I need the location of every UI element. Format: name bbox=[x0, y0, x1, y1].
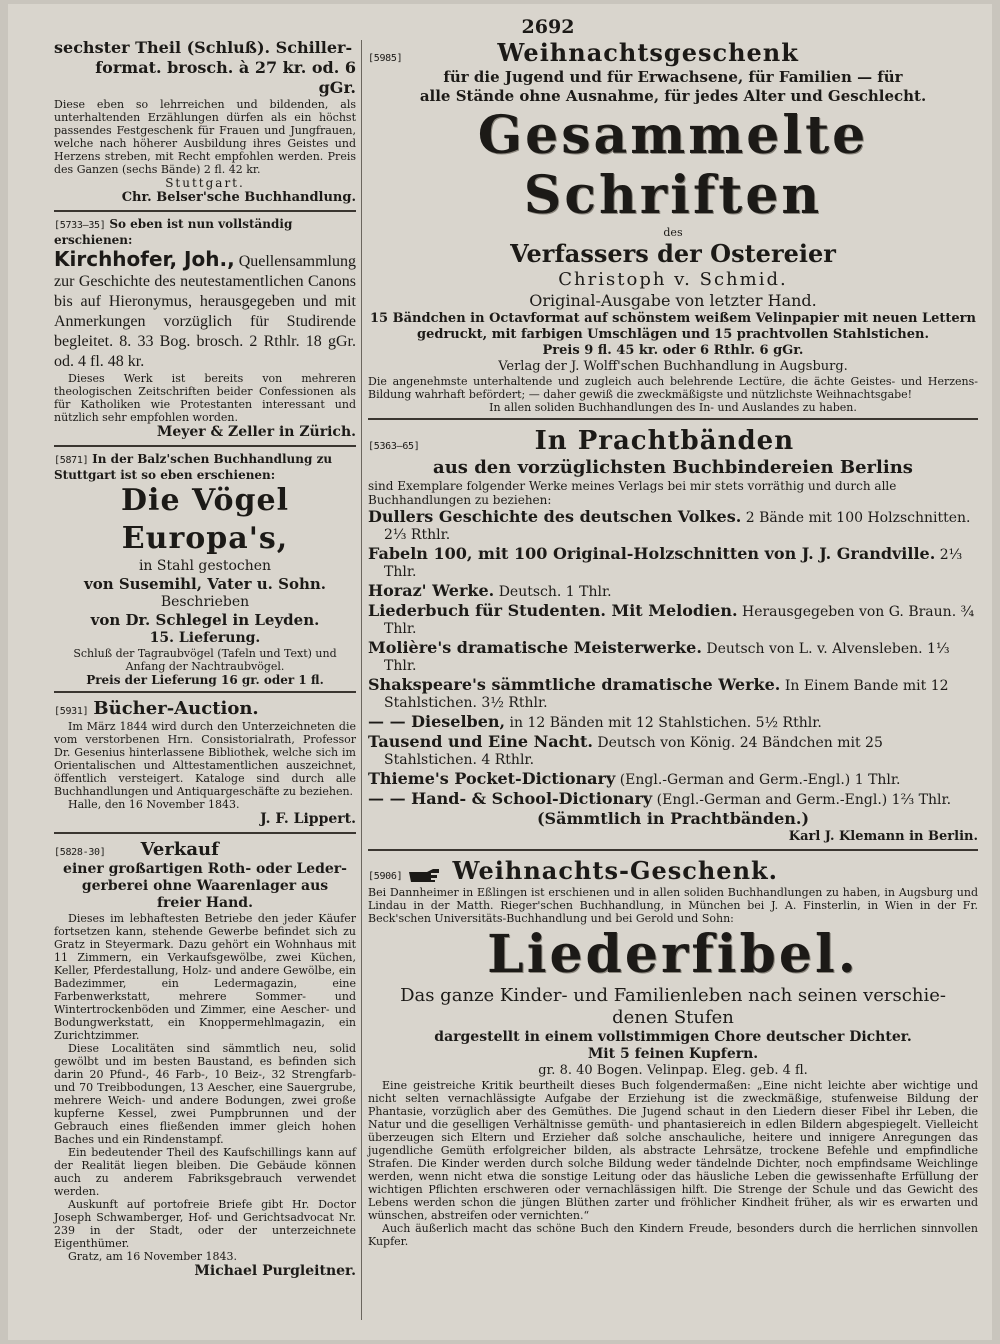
ad-kirchhofer bbox=[54, 217, 356, 441]
ad-schmid-title: Gesammelte Schriften bbox=[477, 105, 869, 226]
ad-intro: So eben ist nun vollständig erschienen: bbox=[54, 217, 293, 247]
right-column bbox=[368, 38, 978, 1252]
ad-verkauf-sub2: gerberei ohne Waarenlager aus bbox=[81, 878, 329, 894]
ad-ref: [5733—35] bbox=[54, 220, 106, 231]
ad-pracht bbox=[368, 425, 978, 845]
divider bbox=[368, 418, 978, 420]
pracht-item-detail: Deutsch von L. v. Alvensleben. 1⅓ Thlr. bbox=[384, 641, 950, 674]
pracht-list bbox=[368, 507, 978, 809]
ad-ref: [5828-30] bbox=[54, 847, 106, 858]
ad-ref: [5985] bbox=[368, 53, 403, 64]
pracht-item bbox=[368, 712, 978, 732]
pracht-item-detail: (Engl.-German and Germ.-Engl.) 1⅔ Thlr. bbox=[652, 792, 952, 808]
ad-ref: [5931] bbox=[54, 706, 89, 717]
ad-schmid-des: des bbox=[663, 226, 683, 239]
ad-verkauf-date: Gratz, am 16 November 1843. bbox=[68, 1250, 237, 1263]
ad-verkauf-p1: Dieses im lebhaftesten Betriebe den jeder Käufer fortsetzen kann, stehende Gewerbe befindet sich zu Gratz in Steyermark. Dazu gehört ein Wohnhaus mit 11 Zimmern, ein Verkaufsgewölbe, zwei Küchen, Keller, Pferdestallung, Holz- und andere Gewölbe, ein Badezimmer, ein Ledermagazin, eine Farbenwerkstatt, mehrere Sommer- und Wintertrockenböden und Zimmer, eine Aescher- und Bodungwerkstatt, ein Knoppermehlmagazin, ein Zurichtzimmer. bbox=[54, 912, 356, 1042]
ad-verkauf bbox=[54, 839, 356, 1280]
ad-voegel-l1: in Stahl gestochen bbox=[138, 558, 272, 574]
ad-fibel-sub3: dargestellt in einem vollstimmigen Chore deutscher Dichter. bbox=[434, 1029, 912, 1045]
newspaper-page bbox=[8, 4, 992, 1340]
pracht-item-title: — — Dieselben, bbox=[368, 712, 506, 731]
ad-verkauf-sign: Michael Purgleitner. bbox=[194, 1263, 356, 1279]
pracht-item-title: Dullers Geschichte des deutschen Volkes. bbox=[368, 507, 742, 526]
ad-schmid-avail: In allen soliden Buchhandlungen des In- und Auslandes zu haben. bbox=[489, 401, 857, 414]
ad-voegel-title: Die Vögel Europa's, bbox=[121, 483, 289, 556]
pracht-item bbox=[368, 544, 978, 581]
ad-fibel-body: Eine geistreiche Kritik beurtheilt dieses Buch folgendermaßen: „Eine nicht leichte aber wichtige und nicht selten vernachlässigte Aufgabe der Erziehung ist die zweckmäßige, stufenweise Bildung der Phantasie, vorzüglich aber des Gemüthes. Die Jugend schaut in den Liedern dieser Fibel ihr Leben, die Natur und die geselligen Verhältnisse gemüth- und phantasiereich in edlen Bildern abgespiegelt. Vielleicht überzeugen sich Eltern und Erzieher daß solche anschauliche, heitere und innigere Anregungen das jugendliche Gemüth erfolgreicher bilden, als abstracte Lehrsätze, trockene Befehle und empfindliche Strafen. Die Kinder werden durch solche Bildung weder tändelnde Dichter, noch empfindsame Weichlinge werden, wenn nicht etwa die sonstige Leitung oder das häusliche Leben die gewissenhafte Erfüllung der wichtigen Pflichten erschweren oder vernachlässigen hilft. Die Strenge der Schule und das Gewicht des Lebens werden schon die jüngen Blüthen zarter und fröhlicher Kindheit früher, als wir es erwarten und wünschen, abstreifen oder vernichten.“ bbox=[368, 1079, 978, 1222]
ad-verkauf-sub1: einer großartigen Roth- oder Leder- bbox=[63, 861, 347, 877]
pracht-item-detail: Deutsch von König. 24 Bändchen mit 25 Stahlstichen. 4 Rthlr. bbox=[384, 735, 883, 768]
pracht-item-title: Liederbuch für Studenten. Mit Melodien. bbox=[368, 601, 738, 620]
ad-fibel-title: Liederfibel. bbox=[487, 924, 859, 985]
pracht-item bbox=[368, 638, 978, 675]
ad-verkauf-p4: Auskunft auf portofreie Briefe gibt Hr. Doctor Joseph Schwamberger, Hof- und Gerichtsadvocat Nr. 239 in der Stadt, oder der unterzeichnete Eigenthümer. bbox=[54, 1198, 356, 1250]
pracht-item-title: Thieme's Pocket-Dictionary bbox=[368, 769, 616, 788]
ad-voegel-l6: Schluß der Tagraubvögel (Tafeln und Text) und Anfang der Nachtraubvögel. bbox=[73, 647, 337, 673]
ad-voegel-l4: von Dr. Schlegel in Leyden. bbox=[90, 611, 320, 629]
pracht-item-title: Molière's dramatische Meisterwerke. bbox=[368, 638, 702, 657]
divider bbox=[54, 210, 356, 212]
ad-kirchhofer-sign: Meyer & Zeller in Zürich. bbox=[156, 424, 356, 440]
ad-schmid-desc: 15 Bändchen in Octavformat auf schönstem weißem Velinpapier mit neuen Lettern gedruckt, mit farbigen Umschlägen und 15 prachtvollen Stahlstichen. bbox=[370, 311, 976, 342]
pracht-item-detail: 2⅓ Thlr. bbox=[384, 547, 963, 580]
pracht-item bbox=[368, 769, 978, 789]
ad-schmid-price: Preis 9 fl. 45 kr. oder 6 Rthlr. 6 gGr. bbox=[542, 343, 804, 358]
ad-schiller-title: sechster Theil (Schluß). Schiller- bbox=[54, 38, 353, 57]
ad-auction-title: Bücher-Auction. bbox=[93, 698, 259, 719]
pracht-item bbox=[368, 789, 978, 809]
ad-schmid-sub2: alle Stände ohne Ausnahme, für jedes Alter und Geschlecht. bbox=[419, 87, 927, 105]
ad-verkauf-sub3: freier Hand. bbox=[157, 895, 253, 911]
pracht-item-detail: Deutsch. 1 Thlr. bbox=[494, 584, 612, 600]
left-column bbox=[54, 38, 356, 1284]
ad-pracht-closing: (Sämmtlich in Prachtbänden.) bbox=[536, 809, 810, 828]
pointing-hand-icon bbox=[407, 867, 441, 883]
column-divider bbox=[361, 40, 362, 1320]
ad-voegel-l2: von Susemihl, Vater u. Sohn. bbox=[84, 575, 326, 593]
page-number: 2692 bbox=[521, 16, 575, 38]
ad-kirchhofer-author: Kirchhofer, Joh., bbox=[54, 247, 235, 271]
ad-fibel bbox=[368, 856, 978, 1248]
pracht-item bbox=[368, 507, 978, 544]
divider bbox=[54, 691, 356, 693]
ad-schiller bbox=[54, 38, 356, 206]
pracht-item-title: — — Hand- & School-Dictionary bbox=[368, 789, 653, 808]
pracht-item-title: Horaz' Werke. bbox=[368, 581, 495, 600]
pracht-item-detail: Herausgegeben von G. Braun. ¾ Thlr. bbox=[384, 604, 975, 637]
pracht-item-detail: in 12 Bänden mit 12 Stahlstichen. 5½ Rthlr. bbox=[505, 715, 822, 731]
pracht-item-title: Fabeln 100, mit 100 Original-Holzschnitten von J. J. Grandville. bbox=[368, 544, 936, 563]
ad-schiller-sign: Chr. Belser'sche Buchhandlung. bbox=[121, 190, 356, 205]
ad-auction-body: Im März 1844 wird durch den Unterzeichneten die vom verstorbenen Hrn. Consistorialrath, Professor Dr. Gesenius hinterlassene Bibliothek, welche sich im Orientalischen und Alttestamentlichen auszeichnet, öffentlich versteigert. Kataloge sind durch alle Buchhandlungen und Antiquargeschäfte zu beziehen. bbox=[54, 720, 356, 798]
ad-schiller-title2: format. brosch. à 27 kr. od. 6 gGr. bbox=[95, 58, 356, 97]
pracht-item bbox=[368, 581, 978, 601]
ad-auction-date: Halle, den 16 November 1843. bbox=[68, 798, 240, 811]
ad-voegel-l7: Preis der Lieferung 16 gr. oder 1 fl. bbox=[86, 673, 324, 687]
ad-auction-sign: J. F. Lippert. bbox=[260, 811, 356, 827]
ad-voegel-l3: Beschrieben bbox=[160, 594, 250, 610]
ad-fibel-sub1: Das ganze Kinder- und Familienleben nach seinen verschie- bbox=[400, 985, 946, 1006]
ad-schmid-note: Die angenehmste unterhaltende und zugleich auch belehrende Lectüre, die ächte Geistes- und Herzens-Bildung wahrhaft befördert; — daher gewiß die zweckmäßigste und nützlichste Weihnachtsgabe! bbox=[368, 375, 978, 401]
ad-schmid-head: Weihnachtsgeschenk bbox=[497, 38, 799, 67]
ad-fibel-intro: Bei Dannheimer in Eßlingen ist erschienen und in allen soliden Buchhandlungen zu haben, in Augsburg und Lindau in der Matth. Rieger'schen Buchhandlung, in München bei J. A. Finsterlin, in Wien in der Fr. Beck'schen Universitäts-Buchhandlung und bei Gerold und Sohn: bbox=[368, 886, 978, 925]
ad-fibel-sub2: denen Stufen bbox=[612, 1007, 734, 1028]
ad-voegel-l5: 15. Lieferung. bbox=[149, 630, 261, 646]
pracht-item bbox=[368, 675, 978, 712]
ad-pracht-intro: sind Exemplare folgender Werke meines Verlags bei mir stets vorräthig und durch alle Buchhandlungen zu beziehen: bbox=[368, 479, 897, 507]
divider bbox=[54, 445, 356, 447]
ad-ref: [5363—65] bbox=[368, 441, 420, 452]
ad-auction bbox=[54, 698, 356, 828]
ad-fibel-head: Weihnachts-Geschenk. bbox=[452, 856, 779, 885]
pracht-item-title: Shakspeare's sämmtliche dramatische Werke. bbox=[368, 675, 781, 694]
ad-schiller-body: Diese eben so lehrreichen und bildenden, als unterhaltenden Erzählungen dürfen als ein höchst passendes Festgeschenk für Frauen und Jungfrauen, welche nach höherer Ausbildung ihres Geistes und Herzens streben, mit Recht empfohlen werden. Preis des Ganzen (sechs Bände) 2 fl. 42 kr. bbox=[54, 98, 356, 176]
pracht-item-detail: 2 Bände mit 100 Holzschnitten. 2⅓ Rthlr. bbox=[384, 510, 971, 543]
ad-ref: [5906] bbox=[368, 871, 403, 882]
pracht-item bbox=[368, 601, 978, 638]
ad-schmid-edition: Original-Ausgabe von letzter Hand. bbox=[529, 291, 817, 310]
divider bbox=[54, 832, 356, 834]
ad-pracht-sub: aus den vorzüglichsten Buchbindereien Berlins bbox=[433, 457, 913, 478]
ad-kirchhofer-body: Quellensammlung zur Geschichte des neutestamentlichen Canons bis auf Hieronymus, herausgegeben und mit Anmerkungen vorzüglich für Studirende begleitet. 8. 33 Bog. brosch. 2 Rthlr. 18 gGr. od. 4 fl. 48 kr. bbox=[54, 253, 356, 370]
pracht-item bbox=[368, 732, 978, 769]
ad-verkauf-p2: Diese Localitäten sind sämmtlich neu, solid gewölbt und im besten Baustand, es befinden sich darin 20 Pfund-, 46 Farb-, 10 Beiz-, 32 Strengfarb- und 70 Treibbodungen, 13 Aescher, eine Sauergrube, mehrere Weich- und andere Bodungen, zwei große kupferne Kessel, zwei Pumpbrunnen und der Gebrauch eines fließenden immer gleich hohen Baches und ein Rindenstampf. bbox=[54, 1042, 356, 1146]
ad-ref: [5871] bbox=[54, 455, 89, 466]
ad-fibel-price: gr. 8. 40 Bogen. Velinpap. Eleg. geb. 4 fl. bbox=[538, 1063, 808, 1078]
ad-intro: In der Balz'schen Buchhandlung zu Stuttgart ist so eben erschienen: bbox=[54, 452, 333, 482]
ad-schmid bbox=[368, 38, 978, 414]
ad-verkauf-p3: Ein bedeutender Theil des Kaufschillings kann auf der Realität liegen bleiben. Die Gebäude können auch zu anderem Fabriksgebrauch verwendet werden. bbox=[54, 1146, 356, 1198]
ad-schiller-place: Stuttgart. bbox=[165, 176, 245, 190]
ad-fibel-sub4: Mit 5 feinen Kupfern. bbox=[587, 1046, 759, 1062]
ad-pracht-sign: Karl J. Klemann in Berlin. bbox=[788, 829, 978, 844]
pracht-item-title: Tausend und Eine Nacht. bbox=[368, 732, 593, 751]
ad-schmid-sub1: für die Jugend und für Erwachsene, für Familien — für bbox=[443, 68, 903, 86]
divider bbox=[368, 849, 978, 851]
ad-schmid-publisher: Verlag der J. Wolff'schen Buchhandlung in Augsburg. bbox=[498, 359, 848, 374]
pracht-item-detail: (Engl.-German and Germ.-Engl.) 1 Thlr. bbox=[615, 772, 901, 788]
ad-schmid-author: Christoph v. Schmid. bbox=[558, 269, 788, 290]
ad-verkauf-title: Verkauf bbox=[140, 839, 219, 860]
pracht-item-detail: In Einem Bande mit 12 Stahlstichen. 3½ Rthlr. bbox=[384, 678, 949, 711]
ad-voegel bbox=[54, 452, 356, 687]
ad-pracht-head: In Prachtbänden bbox=[534, 426, 795, 456]
ad-kirchhofer-note: Dieses Werk ist bereits von mehreren theologischen Zeitschriften beider Confessionen als für Katholiken wie Protestanten interessant und nützlich sehr empfohlen worden. bbox=[54, 372, 356, 424]
ad-fibel-tail: Auch äußerlich macht das schöne Buch den Kindern Freude, besonders durch die herrlichen sinnvollen Kupfer. bbox=[368, 1222, 978, 1248]
ad-schmid-author-desc: Verfassers der Ostereier bbox=[510, 239, 836, 268]
